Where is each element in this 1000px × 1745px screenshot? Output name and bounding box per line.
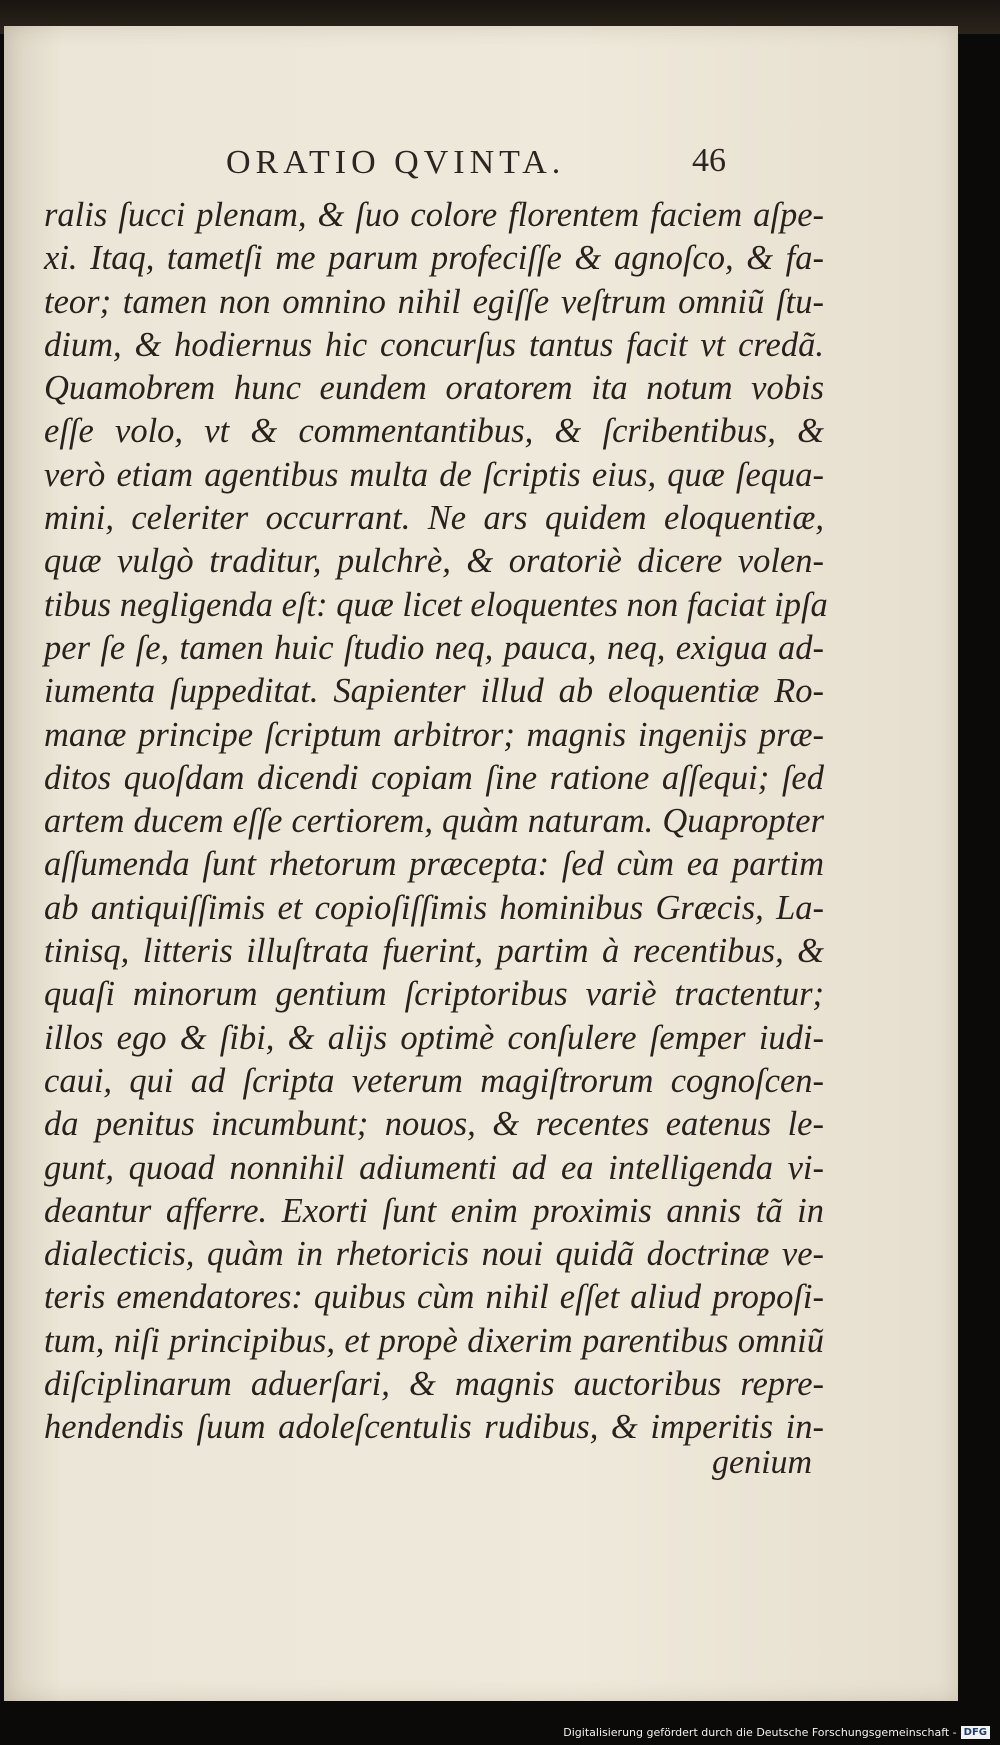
text-line: manæ principe ſcriptum arbitror; magnis ingenijs præ- bbox=[44, 715, 824, 754]
text-line: ralis ſucci plenam, & ſuo colore florentem faciem aſpe- bbox=[44, 196, 824, 234]
text-line: dialecticis, quàm in rhetoricis noui quidã doctrinæ ve- bbox=[44, 1235, 824, 1274]
text-line: caui, qui ad ſcripta veterum magiſtrorum cognoſcen- bbox=[44, 1061, 824, 1100]
text-line: verò etiam agentibus multa de ſcriptis eius, quæ ſequa- bbox=[44, 455, 824, 494]
page-number: 46 bbox=[692, 142, 726, 179]
text-line: dium, & hodiernus hic concurſus tantus facit vt credã. bbox=[44, 325, 824, 364]
text-line: eſſe volo, vt & commentantibus, & ſcribentibus, & bbox=[44, 412, 824, 451]
text-line: illos ego & ſibi, & alijs optimè conſulere ſemper iudi- bbox=[44, 1018, 824, 1057]
text-line: aſſumenda ſunt rhetorum præcepta: ſed cùm ea partim bbox=[44, 845, 824, 884]
digitization-credit bbox=[563, 1726, 990, 1739]
text-line: tibus negligenda eſt: quæ licet eloquentes non faciat ipſa bbox=[44, 585, 828, 624]
text-line: deantur afferre. Exorti ſunt enim proximis annis tã in bbox=[44, 1191, 824, 1230]
text-line: da penitus incumbunt; nouos, & recentes eatenus le- bbox=[44, 1105, 824, 1144]
text-line: xi. Itaq, tametſi me parum profeciſſe & agnoſco, & fa- bbox=[44, 239, 824, 278]
text-line: per ſe ſe, tamen huic ſtudio neq, pauca, neq, exigua ad- bbox=[44, 628, 824, 667]
book-page bbox=[4, 26, 958, 1701]
text-line: teris emendatores: quibus cùm nihil eſſet aliud propoſi- bbox=[44, 1278, 824, 1317]
text-line: teor; tamen non omnino nihil egiſſe veſtrum omniũ ſtu- bbox=[44, 282, 824, 321]
text-line: diſciplinarum aduerſari, & magnis auctoribus repre- bbox=[44, 1365, 824, 1404]
text-line: Quamobrem hunc eundem oratorem ita notum vobis bbox=[44, 369, 824, 408]
text-line: gunt, quoad nonnihil adiumenti ad ea intelligenda vi- bbox=[44, 1148, 824, 1187]
page-header bbox=[4, 134, 958, 194]
catchword: genium bbox=[712, 1444, 813, 1481]
text-line: mini, celeriter occurrant. Ne ars quidem eloquentiæ, bbox=[44, 499, 824, 538]
text-line: tinisq, litteris illuſtrata fuerint, partim à recentibus, & bbox=[44, 932, 824, 971]
text-line: tum, niſi principibus, et propè dixerim parentibus omniũ bbox=[44, 1321, 824, 1360]
text-line: quæ vulgò traditur, pulchrè, & oratoriè dicere volen- bbox=[44, 542, 824, 581]
running-title: ORATIO QVINTA. bbox=[226, 144, 566, 181]
text-line: artem ducem eſſe certiorem, quàm naturam. Quapropter bbox=[44, 802, 824, 841]
body-text bbox=[44, 194, 828, 1450]
text-line: ab antiquiſſimis et copioſiſſimis hominibus Græcis, La- bbox=[44, 888, 824, 927]
text-line: quaſi minorum gentium ſcriptoribus variè tractentur; bbox=[44, 975, 824, 1014]
text-line: ditos quoſdam dicendi copiam ſine ratione aſſequi; ſed bbox=[44, 758, 824, 797]
text-line: hendendis ſuum adoleſcentulis rudibus, & imperitis in- bbox=[44, 1408, 824, 1447]
credit-text: Digitalisierung gefördert durch die Deutsche Forschungsgemeinschaft - bbox=[563, 1726, 957, 1739]
text-line: iumenta ſuppeditat. Sapienter illud ab eloquentiæ Ro- bbox=[44, 672, 824, 711]
dfg-logo: DFG bbox=[961, 1726, 990, 1739]
